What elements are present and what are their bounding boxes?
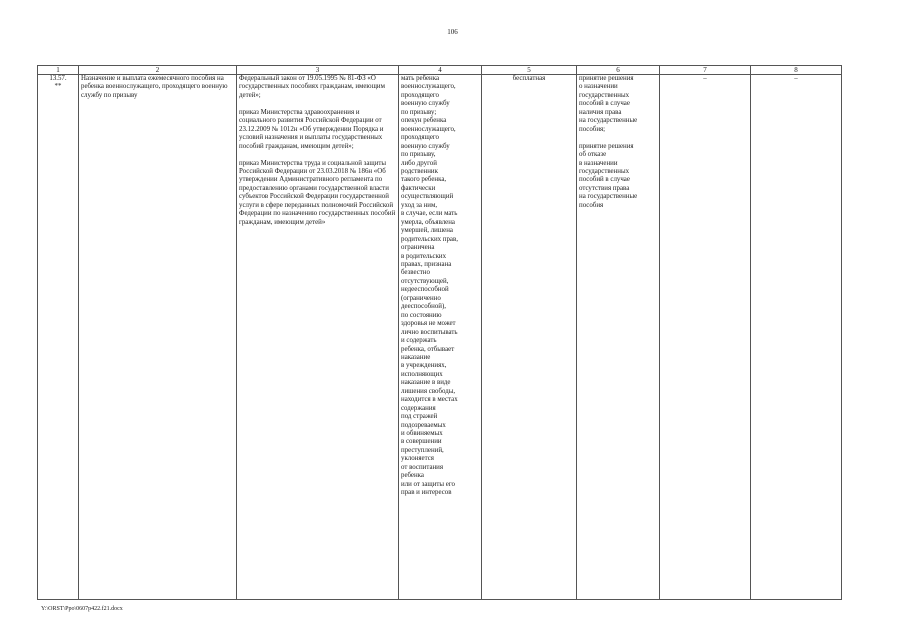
recipient-line: военную службу [401, 142, 450, 150]
result-cell [577, 75, 660, 600]
recipient-line: мать ребенка [401, 75, 440, 82]
row-mark: ** [54, 83, 62, 91]
recipient-line: военную службу [401, 100, 450, 108]
recipient-line: опекун ребенка [401, 117, 447, 125]
recipient-line: в родительских [401, 252, 447, 260]
recipient-line: ограничена [401, 244, 435, 252]
recipient-line: наказание в виде [401, 379, 451, 387]
result-line: пособий в случае [579, 176, 630, 184]
header-col-3: 3 [237, 66, 399, 75]
header-col-1: 1 [38, 66, 79, 75]
recipient-line: такого ребенка, [401, 176, 447, 184]
row-number: 13.57. [49, 75, 67, 82]
result-line: пособий в случае [579, 100, 630, 108]
recipient-line: исполняющих [401, 370, 443, 378]
row-number-cell [38, 75, 79, 600]
recipient-line: военнослужащего, [401, 125, 456, 133]
recipient-line: лично воспитывать [401, 328, 458, 336]
header-col-6: 6 [577, 66, 660, 75]
recipient-line: отсутствующей, [401, 277, 449, 285]
recipient-line: или от защиты его [401, 480, 455, 488]
recipient-line: и обвиняемых [401, 430, 443, 438]
recipient-line: (ограниченно [401, 294, 441, 302]
recipient-line: родительских прав, [401, 235, 458, 243]
col7-dash: – [703, 75, 707, 82]
recipient-line: лишения свободы, [401, 387, 456, 395]
col7-cell [660, 75, 751, 600]
result-line: о назначении [579, 83, 618, 91]
recipient-line: недееспособной [401, 286, 449, 294]
recipient-line: в случае, если мать [401, 210, 458, 218]
file-path-footer: Y:\ORST\Ppo\0607p422.f21.docx [41, 606, 123, 612]
recipient-line: ребенка [401, 472, 424, 480]
recipient-line: военнослужащего, [401, 83, 456, 91]
payment-cell [482, 75, 577, 600]
recipient-line: и содержать [401, 337, 437, 345]
recipient-line: по состоянию [401, 311, 442, 319]
header-col-4: 4 [399, 66, 482, 75]
result-line: в назначении [579, 159, 618, 167]
header-col-5: 5 [482, 66, 577, 75]
recipient-line: от воспитания [401, 463, 444, 471]
recipients-cell [399, 75, 482, 600]
recipient-line: правах, признана [401, 260, 452, 268]
recipient-line: проходящего [401, 134, 439, 142]
recipient-line: находится в местах [401, 396, 458, 404]
col8-dash: – [794, 75, 798, 82]
result-line: на государственные [579, 193, 638, 201]
result-line: пособия [579, 201, 604, 209]
recipient-line: уклоняется [401, 455, 434, 463]
header-row [38, 66, 842, 75]
result-line: государственных [579, 167, 630, 175]
recipient-line: дееспособной), [401, 303, 447, 311]
recipient-line: фактически [401, 184, 436, 192]
recipient-line: либо другой [401, 159, 437, 167]
result-line: об отказе [579, 151, 607, 159]
result-line: отсутствия права [579, 184, 630, 192]
recipient-line: по призыву, [401, 151, 436, 159]
result-line [579, 134, 657, 142]
recipient-line: родственник [401, 167, 438, 175]
header-col-2: 2 [79, 66, 237, 75]
recipient-line: содержания [401, 404, 436, 412]
legal-basis-2: приказ Министерства здравоохранения и социального развития Российской Федерации от 23.12.2009 № 1012н «Об утверждении Порядка и условий назначения и выплаты государственных пособий гражданам, имеющим детей»; [239, 108, 384, 150]
legal-basis-1: Федеральный закон от 19.05.1995 № 81-ФЗ «О государственных пособиях гражданам, имеющим детей»; [239, 75, 385, 99]
recipient-line: осуществляющий [401, 193, 454, 201]
result-line: принятие решения [579, 75, 634, 82]
legal-basis-cell [237, 75, 399, 600]
recipient-line: умершей, лишена [401, 227, 453, 235]
recipient-line: под стражей [401, 413, 438, 421]
result-line: государственных [579, 91, 630, 99]
legal-basis-3: приказ Министерства труда и социальной защиты Российской Федерации от 23.03.2018 № 186н «Об утверждении Административного регламента по предоставлению органами государственной власти субъектов Российской Федерации государственной услуги в сфере переданных полномочий Российской Федерации по назначению государственных пособий гражданам, имеющим детей» [239, 159, 396, 226]
result-line: на государственные [579, 117, 638, 125]
recipient-line: по призыву; [401, 108, 437, 116]
recipient-line: здоровья не может [401, 320, 456, 328]
service-name: Назначение и выплата ежемесячного пособия на ребенка военнослужащего, проходящего военную службу по призыву [81, 75, 228, 99]
recipient-line: в совершении [401, 438, 442, 446]
page-number: 106 [447, 28, 458, 36]
service-name-cell [79, 75, 237, 600]
table-row [38, 75, 842, 600]
payment-value: бесплатная [512, 75, 546, 82]
col8-cell [751, 75, 842, 600]
recipient-line: в учреждениях, [401, 362, 447, 370]
recipient-line: подозреваемых [401, 421, 446, 429]
recipient-line: преступлений, [401, 446, 444, 454]
recipient-line: уход за ним, [401, 201, 438, 209]
header-col-7: 7 [660, 66, 751, 75]
recipient-line: умерла, объявлена [401, 218, 455, 226]
recipient-line: проходящего [401, 91, 439, 99]
recipient-line: безвестно [401, 269, 430, 277]
result-line: пособия; [579, 125, 606, 133]
recipient-line: прав и интересов [401, 489, 452, 497]
header-col-8: 8 [751, 66, 842, 75]
result-line: принятие решения [579, 142, 634, 150]
recipient-line: ребенка, отбывает [401, 345, 455, 353]
services-table [37, 65, 842, 600]
result-line: наличия права [579, 108, 622, 116]
recipient-line: наказание [401, 353, 431, 361]
